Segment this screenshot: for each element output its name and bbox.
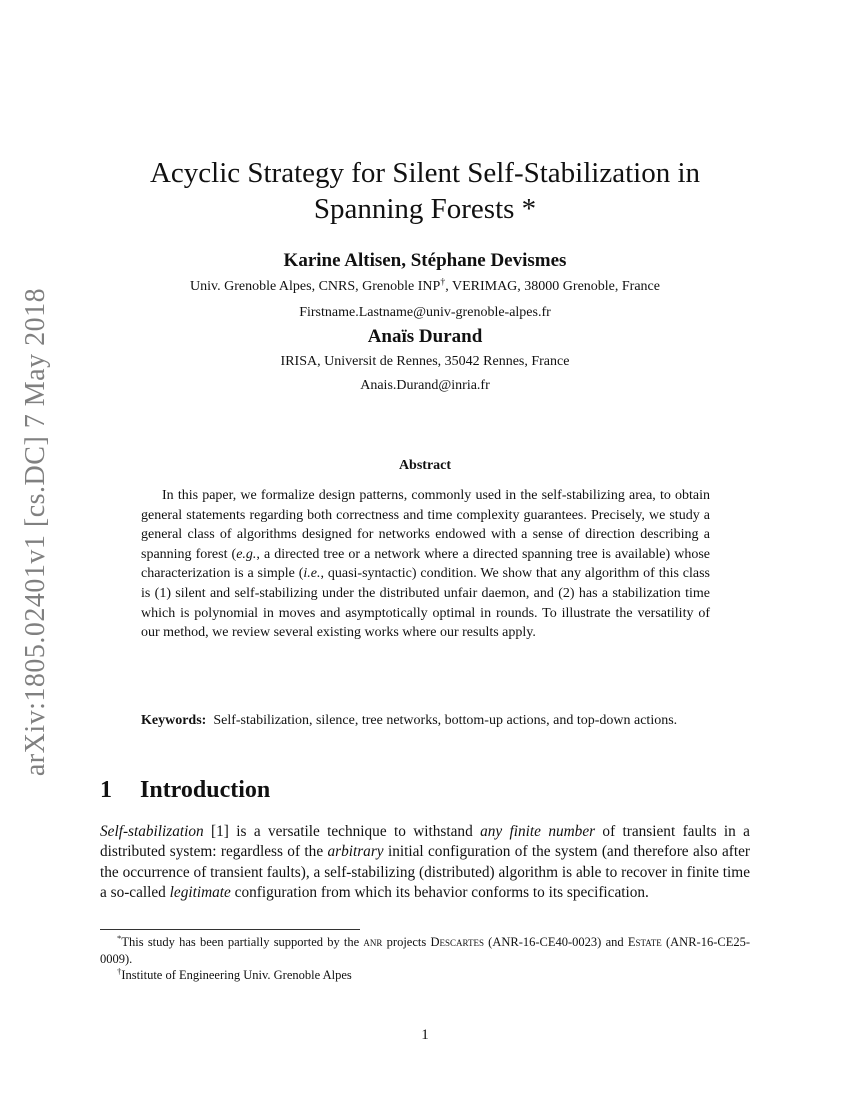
intro-paragraph	[100, 822, 750, 904]
footnote-1-descartes: Descartes	[430, 935, 484, 949]
footnote-2	[100, 967, 750, 984]
affiliation-1-part-b: , VERIMAG, 38000 Grenoble, France	[445, 279, 660, 294]
footnote-rule	[100, 929, 360, 930]
affiliation-2: IRISA, Universit de Rennes, 35042 Rennes, France	[280, 354, 570, 369]
affiliation-1-part-a: Univ. Grenoble Alpes, CNRS, Grenoble INP	[190, 279, 441, 294]
intro-text-4: configuration from which its behavior conforms to its specification.	[230, 884, 649, 902]
affiliation-1-mark: †	[440, 276, 446, 288]
title-footnote-mark: *	[521, 193, 537, 225]
section-heading	[100, 777, 270, 804]
abstract-text-2: , a directed tree or a network where a directed spanning tree is available) whose characterization is a simple (	[141, 546, 710, 582]
author-names-1: Karine Altisen, Stéphane Devismes	[283, 250, 567, 271]
abstract-body	[141, 486, 710, 643]
paper-title-text: Acyclic Strategy for Silent Self-Stabilization in Spanning Forests	[149, 157, 701, 225]
email-1: Firstname.Lastname@univ-grenoble-alpes.fr	[299, 305, 551, 320]
intro-text-3: initial configuration of the system (and therefore also after the occurrence of transient faults), a self-stabilizing (distributed) algorithm is able to recover in finite time a so-called	[100, 843, 750, 902]
intro-term-any-finite: any finite number	[480, 823, 596, 840]
author-names-2: Anaïs Durand	[367, 326, 483, 347]
keywords-label: Keywords:	[141, 713, 207, 728]
abstract-text-1: In this paper, we formalize design patterns, commonly used in the self-stabilizing area, to obtain general statements regarding both correctness and time complexity guarantees. Precisely, we study a general class of algorithms designed for networks endowed with a sense of direction describing a spanning forest (	[141, 488, 710, 562]
footnote-1-text-b: projects	[382, 935, 431, 949]
arxiv-stamp-text: arXiv:1805.02401v1 [cs.DC] 7 May 2018	[20, 287, 51, 777]
footnote-1-text-d: (ANR-16-CE25-0009).	[100, 935, 750, 966]
intro-term-legitimate: legitimate	[169, 884, 231, 902]
intro-term-self-stabilization: Self-stabilization	[100, 823, 204, 840]
footnote-1-anr: anr	[363, 935, 383, 949]
abstract-heading: Abstract	[398, 458, 452, 473]
email-2: Anais.Durand@inria.fr	[360, 378, 490, 393]
paper-title	[100, 155, 750, 227]
abstract-eg: e.g.	[236, 546, 257, 562]
keywords	[141, 711, 710, 731]
intro-text-2: of transient faults in a distributed system: regardless of the	[100, 823, 750, 861]
footnote-1-mark: *	[117, 932, 122, 943]
arxiv-stamp	[0, 0, 80, 1100]
affiliation-1	[100, 276, 750, 295]
footnote-2-text: Institute of Engineering Univ. Grenoble Alpes	[121, 968, 352, 982]
footnotes	[100, 934, 750, 984]
footnote-1-text-c: (ANR-16-CE40-0023) and	[483, 935, 628, 949]
intro-term-arbitrary: arbitrary	[327, 843, 384, 861]
footnote-1	[100, 934, 750, 967]
abstract-ie: i.e.	[303, 566, 321, 582]
section-title: Introduction	[140, 777, 271, 803]
page-number: 1	[421, 1027, 429, 1043]
footnote-1-estate: Estate	[627, 935, 662, 949]
abstract-text-3: , quasi-syntactic) condition. We show that any algorithm of this class is (1) silent and self-stabilizing under the distributed unfair daemon, and (2) has a stabilization time which is polynomial in moves and asymptotically optimal in rounds. To illustrate the versatility of our method, we review several existing works where our results apply.	[141, 566, 711, 641]
footnote-2-mark: †	[117, 965, 122, 976]
footnote-1-text-a: This study has been partially supported by the	[121, 935, 364, 949]
section-number: 1	[100, 777, 112, 803]
intro-text-1: [1] is a versatile technique to withstand	[203, 823, 481, 840]
keywords-text: Self-stabilization, silence, tree networks, bottom-up actions, and top-down actions.	[213, 713, 678, 728]
